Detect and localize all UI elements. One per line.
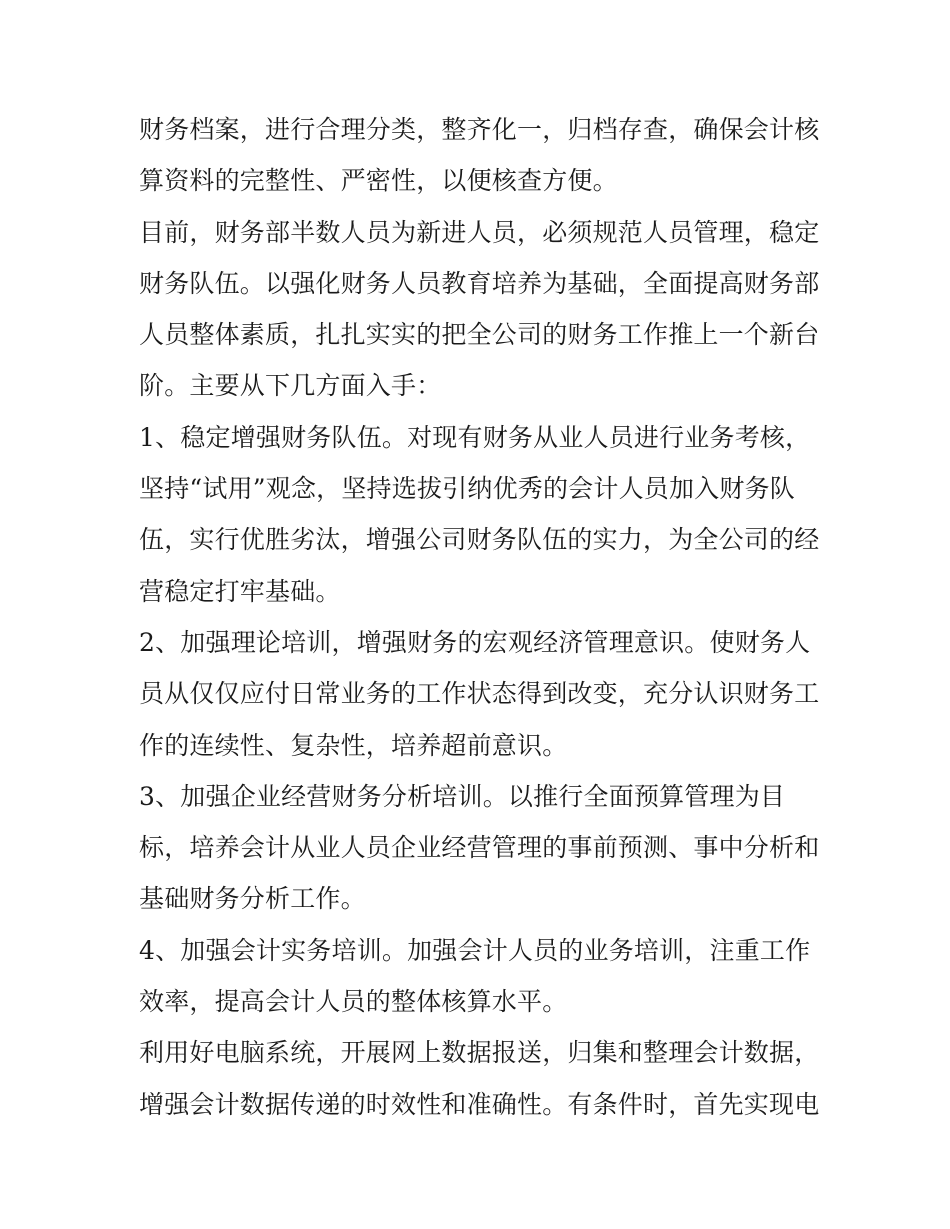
text-line: 2、加强理论培训，增强财务的宏观经济管理意识。使财务人 bbox=[139, 627, 811, 657]
text-line: 伍，实行优胜劣汰，增强公司财务队伍的实力，为全公司的经 bbox=[139, 525, 820, 555]
document-body bbox=[139, 104, 819, 1130]
text-line: 员从仅仅应付日常业务的工作状态得到改变，充分认识财务工 bbox=[139, 679, 820, 709]
text-line: 作的连续性、复杂性，培养超前意识。 bbox=[139, 730, 568, 760]
text-line: 标，培养会计从业人员企业经营管理的事前预测、事中分析和 bbox=[139, 833, 820, 863]
text-line: 人员整体素质，扎扎实实的把全公司的财务工作推上一个新台 bbox=[139, 320, 820, 350]
text-line: 增强会计数据传递的时效性和准确性。有条件时，首先实现电 bbox=[139, 1089, 820, 1119]
text-line: 阶。主要从下几方面入手： bbox=[139, 371, 442, 401]
text-line: 3、加强企业经营财务分析培训。以推行全面预算管理为目 bbox=[139, 781, 786, 811]
text-line: 效率，提高会计人员的整体核算水平。 bbox=[139, 987, 568, 1017]
text-line: 营稳定打牢基础。 bbox=[139, 576, 341, 606]
text-line: 4、加强会计实务培训。加强会计人员的业务培训，注重工作 bbox=[139, 935, 811, 965]
text-line: 目前，财务部半数人员为新进人员，必须规范人员管理，稳定 bbox=[139, 217, 820, 247]
text-line: 基础财务分析工作。 bbox=[139, 884, 366, 914]
text-line: 算资料的完整性、严密性，以便核查方便。 bbox=[139, 166, 618, 196]
text-line: 财务队伍。以强化财务人员教育培养为基础，全面提高财务部 bbox=[139, 268, 820, 298]
text-line: 坚持“试用”观念，坚持选拔引纳优秀的会计人员加入财务队 bbox=[139, 474, 795, 504]
text-line: 1、稳定增强财务队伍。对现有财务从业人员进行业务考核， bbox=[139, 422, 811, 452]
text-line: 利用好电脑系统，开展网上数据报送，归集和整理会计数据， bbox=[139, 1038, 820, 1068]
text-line: 财务档案，进行合理分类，整齐化一，归档存查，确保会计核 bbox=[139, 115, 820, 144]
